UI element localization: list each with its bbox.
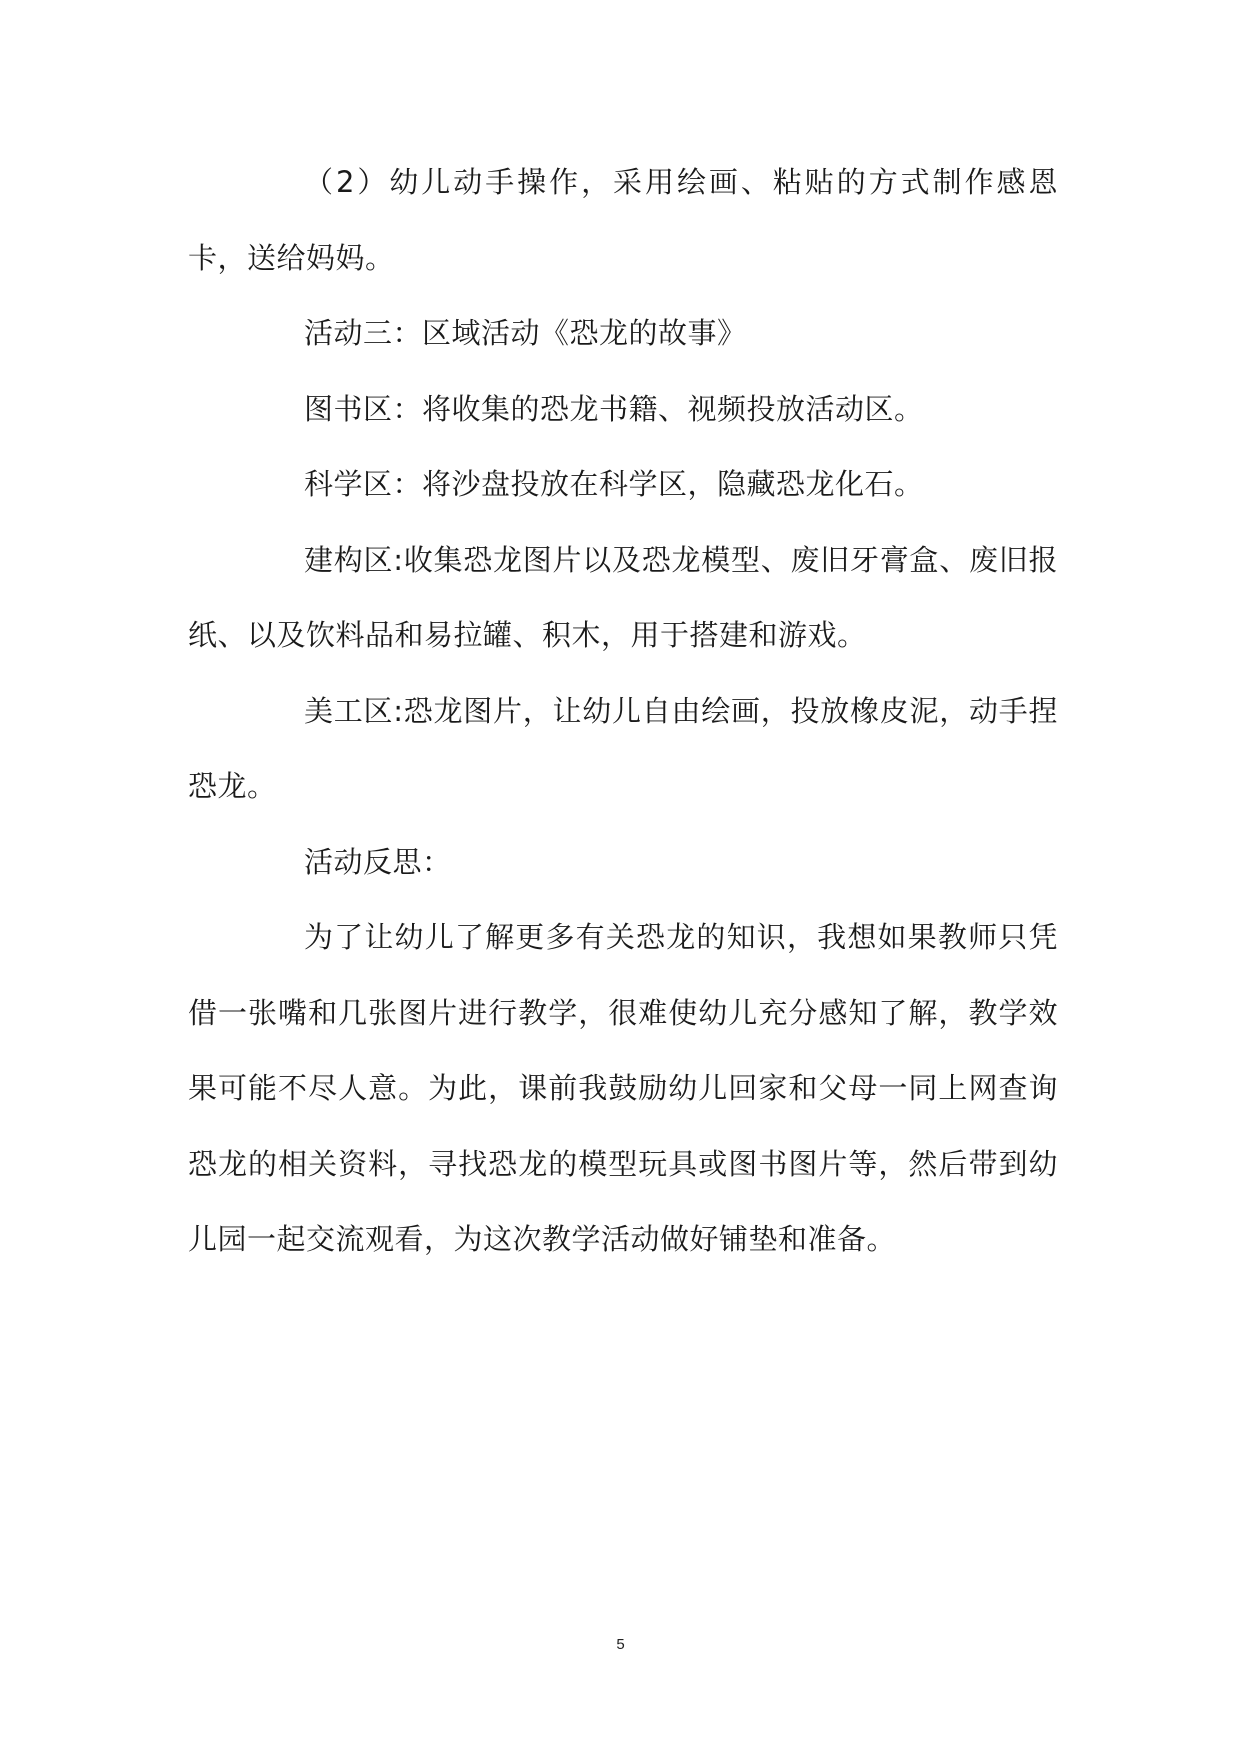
paragraph-art-area: 美工区:恐龙图片，让幼儿自由绘画，投放橡皮泥，动手捏恐龙。 bbox=[188, 693, 1058, 803]
paragraph-reflection-heading: 活动反思： bbox=[304, 844, 452, 879]
paragraph-construction-area: 建构区:收集恐龙图片以及恐龙模型、废旧牙膏盒、废旧报纸、以及饮料品和易拉罐、积木，用于搭建和游戏。 bbox=[188, 542, 1058, 652]
paragraph-craft-card: （2）幼儿动手操作，采用绘画、粘贴的方式制作感恩卡，送给妈妈。 bbox=[188, 165, 1058, 275]
paragraph-library-area: 图书区：将收集的恐龙书籍、视频投放活动区。 bbox=[304, 391, 924, 426]
paragraph-activity-three-title: 活动三：区域活动《恐龙的故事》 bbox=[304, 316, 747, 350]
document-body bbox=[188, 145, 1058, 1278]
paragraph-reflection-body: 为了让幼儿了解更多有关恐龙的知识，我想如果教师只凭借一张嘴和几张图片进行教学，很难使幼儿充分感知了解，教学效果可能不尽人意。为此，课前我鼓励幼儿回家和父母一同上网查询恐龙的相关资料，寻找恐龙的模型玩具或图书图片等，然后带到幼儿园一起交流观看，为这次教学活动做好铺垫和准备。 bbox=[188, 920, 1058, 1256]
page-number: 5 bbox=[616, 1636, 625, 1653]
paragraph-science-area: 科学区：将沙盘投放在科学区，隐藏恐龙化石。 bbox=[304, 467, 924, 501]
